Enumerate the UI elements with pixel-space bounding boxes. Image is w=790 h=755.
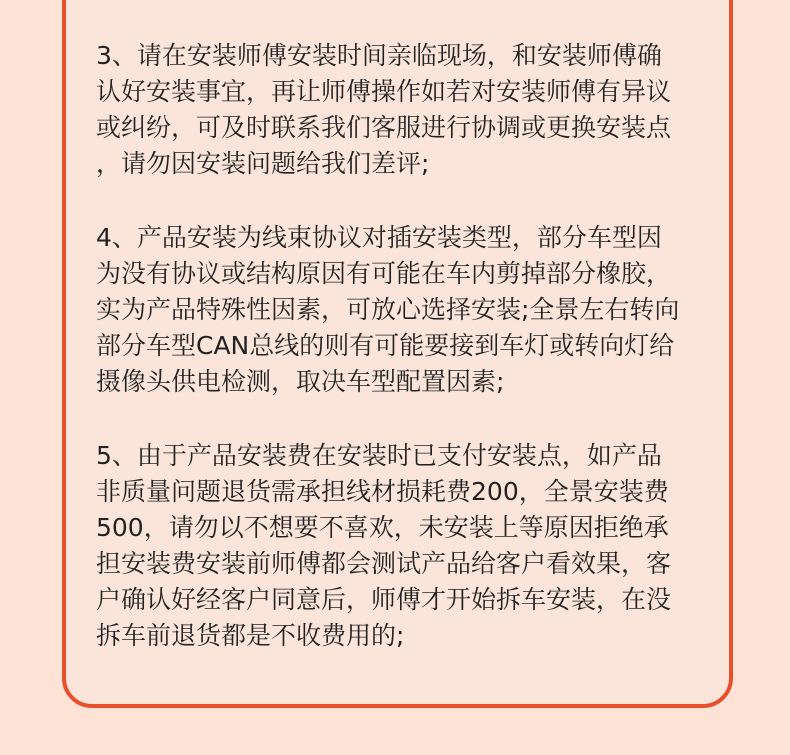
notice-item-3: 3、请在安装师傅安装时间亲临现场，和安装师傅确 认好安装事宜，再让师傅操作如若对安装师傅有异议 或纠纷，可及时联系我们客服进行协调或更换安装点 ，请勿因安装问题给我们差评; [96, 41, 672, 178]
notice-item-4: 4、产品安装为线束协议对插安装类型，部分车型因 为没有协议或结构原因有可能在车内剪掉部分橡胶， 实为产品特殊性因素，可放心选择安装;全景左右转向 部分车型CAN总线的则有可能要接到车灯或转向灯给 摄像头供电检测，取决车型配置因素; [96, 223, 680, 396]
notice-item-5: 5、由于产品安装费在安装时已支付安装点，如产品 非质量问题退货需承担线材损耗费200，全景安装费 500，请勿以不想要不喜欢，未安装上等原因拒绝承 担安装费安装前师傅都会测试产品给客户看效果，客 户确认好经客户同意后，师傅才开始拆车安装，在没 拆车前退货都是不收费用的; [96, 441, 672, 650]
notice-text [96, 38, 720, 692]
